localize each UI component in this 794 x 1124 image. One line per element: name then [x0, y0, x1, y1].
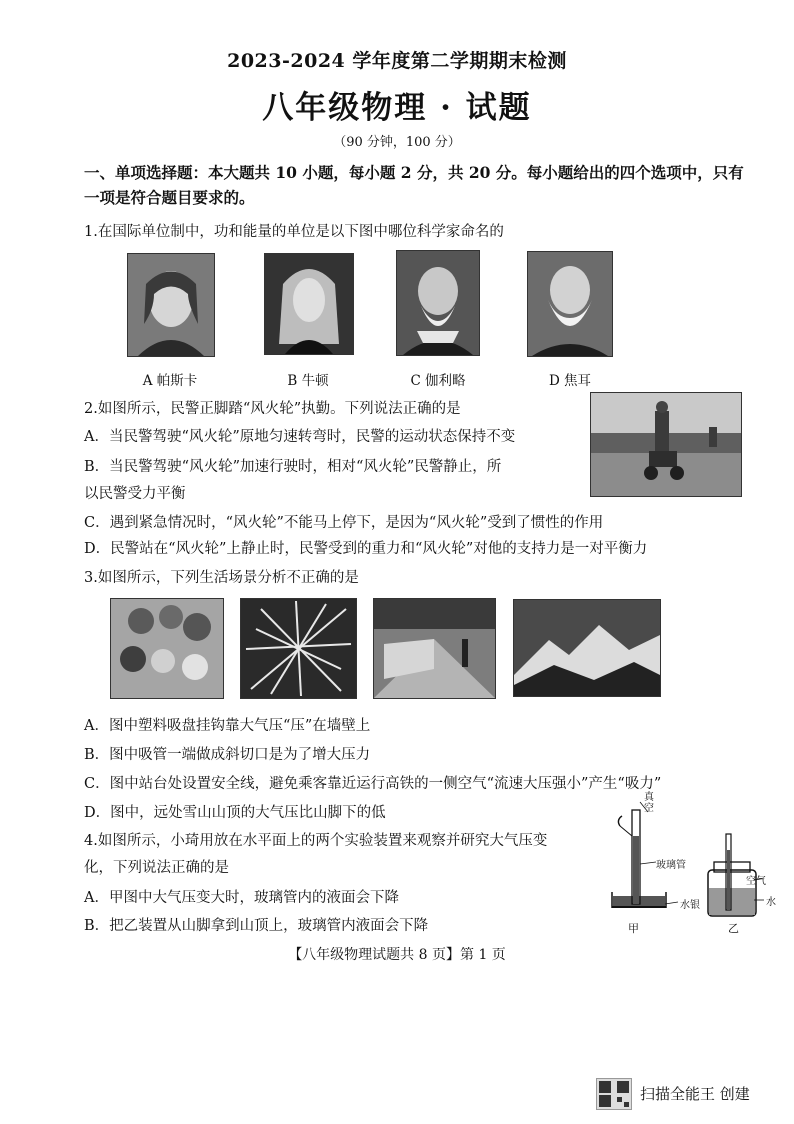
question-4-option-b: B．把乙装置从山脚拿到山顶上，玻璃管内液面会下降: [84, 918, 429, 934]
straws-photo: [240, 598, 357, 699]
suction-cup-photo: [110, 598, 224, 699]
question-2-option-c: C．遇到紧急情况时，“风火轮”不能马上停下，是因为“风火轮”受到了惯性的作用: [84, 515, 604, 531]
label-water: 水: [766, 897, 776, 908]
exam-title: 2023-2024 学年度第二学期期末检测: [227, 50, 567, 72]
question-2-stem: 2.如图所示，民警正脚踏“风火轮”执勤。下列说法正确的是: [84, 401, 461, 417]
question-2-option-b-line1: B．当民警驾驶“风火轮”加速行驶时，相对“风火轮”民警静止，所: [84, 459, 502, 475]
question-3-option-b: B．图中吸管一端做成斜切口是为了增大压力: [84, 747, 371, 763]
portrait-newton: [264, 253, 354, 355]
label-vacuum: 真空: [644, 792, 654, 814]
question-3-option-d: D．图中，远处雪山山顶的大气压比山脚下的低: [84, 805, 386, 821]
qr-code-icon: [596, 1078, 632, 1110]
question-1-stem: 1.在国际单位制中，功和能量的单位是以下图中哪位科学家命名的: [84, 224, 504, 240]
exam-main-title: 八年级物理 · 试题: [262, 90, 532, 126]
question-3-option-a: A．图中塑料吸盘挂钩靠大气压“压”在墙壁上: [84, 718, 371, 734]
question-3-option-c: C．图中站台处设置安全线，避免乘客靠近运行高铁的一侧空气“流速大压强小”产生“吸力”: [84, 776, 662, 792]
portrait-galileo: [396, 250, 480, 356]
option-1d-caption: D 焦耳: [548, 373, 592, 389]
portrait-joule: [527, 251, 613, 357]
label-air: 空气: [746, 876, 766, 887]
option-1a-caption: A 帕斯卡: [142, 373, 198, 389]
question-4-stem-line1: 4.如图所示，小琦用放在水平面上的两个实验装置来观察并研究大气压变: [84, 833, 548, 849]
portrait-pascal: [127, 253, 215, 357]
label-yi: 乙: [728, 922, 739, 935]
question-3-stem: 3.如图所示，下列生活场景分析不正确的是: [84, 570, 359, 586]
question-2-option-d: D．民警站在“风火轮”上静止时，民警受到的重力和“风火轮”对他的支持力是一对平衡力: [84, 541, 648, 557]
page-footer: 【八年级物理试题共 8 页】第 1 页: [288, 947, 506, 963]
label-jia: 甲: [628, 922, 639, 935]
barometer-diagram: [608, 792, 778, 936]
section-instructions: 一、单项选择题：本大题共 10 小题，每小题 2 分，共 20 分。每小题给出的四个选项中，只有一项是符合题目要求的。: [84, 163, 744, 207]
scanner-watermark-text: 扫描全能王 创建: [640, 1085, 750, 1103]
train-platform-photo: [373, 598, 496, 699]
question-4-stem-line2: 化，下列说法正确的是: [84, 860, 229, 876]
option-1b-caption: B 牛顿: [287, 373, 329, 389]
question-2-option-b-line2: 以民警受力平衡: [84, 486, 186, 502]
option-1c-caption: C 伽利略: [410, 373, 466, 389]
police-segway-photo: [590, 392, 742, 497]
question-2-option-a: A．当民警驾驶“风火轮”原地匀速转弯时，民警的运动状态保持不变: [84, 429, 516, 445]
label-glass-tube: 玻璃管: [656, 860, 686, 871]
snow-mountain-photo: [513, 599, 661, 697]
label-mercury: 水银: [680, 900, 700, 911]
question-4-option-a: A．甲图中大气压变大时，玻璃管内的液面会下降: [84, 890, 399, 906]
exam-subtitle: （90 分钟，100 分）: [333, 135, 461, 150]
